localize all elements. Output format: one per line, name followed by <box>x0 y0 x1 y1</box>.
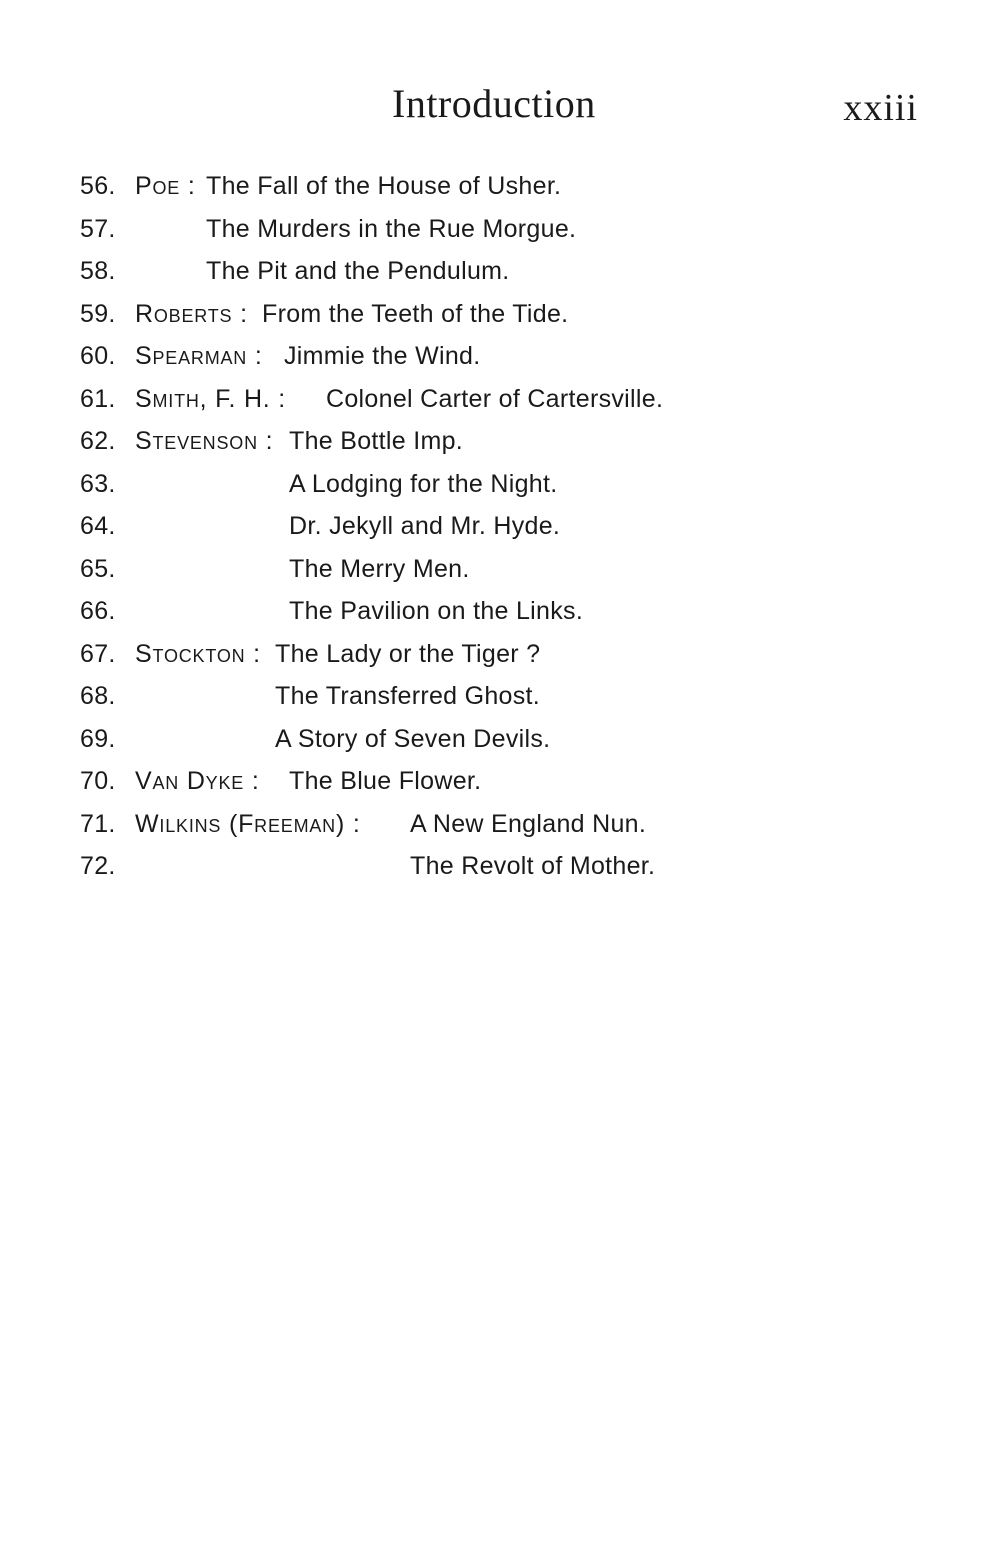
entry-author: Spearman : <box>135 342 263 370</box>
list-item <box>0 505 1000 548</box>
entry-number: 71. <box>80 809 116 838</box>
entry-title: A Lodging for the Night. <box>289 469 558 498</box>
entry-author: Poe : <box>135 172 196 200</box>
story-list <box>0 165 1000 888</box>
entry-title: A Story of Seven Devils. <box>275 724 551 753</box>
list-item <box>0 378 1000 421</box>
entry-title: From the Teeth of the Tide. <box>262 299 569 328</box>
list-item <box>0 718 1000 761</box>
running-head <box>0 80 1000 140</box>
entry-title: The Fall of the House of Usher. <box>206 172 562 200</box>
entry-title: The Pavilion on the Links. <box>289 597 584 625</box>
entry-author: Wilkins (Freeman) : <box>135 809 361 838</box>
entry-author: Roberts : <box>135 299 248 328</box>
list-item <box>0 845 1000 888</box>
list-item <box>0 803 1000 846</box>
entry-title: The Murders in the Rue Morgue. <box>206 214 577 243</box>
list-item <box>0 250 1000 293</box>
list-item <box>0 208 1000 251</box>
entry-author: Van Dyke : <box>135 767 260 795</box>
entry-title: The Pit and the Pendulum. <box>206 257 510 285</box>
entry-title: The Bottle Imp. <box>289 427 464 455</box>
list-item <box>0 548 1000 591</box>
entry-number: 63. <box>80 469 116 498</box>
entry-number: 62. <box>80 427 116 455</box>
entry-title: Colonel Carter of Cartersville. <box>326 384 664 413</box>
entry-author: Stevenson : <box>135 427 274 455</box>
running-head-title: Introduction <box>392 81 596 126</box>
list-item <box>0 293 1000 336</box>
entry-number: 69. <box>80 724 116 753</box>
entry-number: 59. <box>80 299 116 328</box>
entry-number: 64. <box>80 512 116 540</box>
entry-title: The Lady or the Tiger ? <box>275 639 541 668</box>
entry-author: Smith, F. H. : <box>135 384 287 413</box>
entry-number: 61. <box>80 384 116 413</box>
entry-number: 65. <box>80 554 116 583</box>
entry-title: Dr. Jekyll and Mr. Hyde. <box>289 512 561 540</box>
entry-title: The Blue Flower. <box>289 767 482 795</box>
entry-number: 56. <box>80 172 116 200</box>
list-item <box>0 633 1000 676</box>
entry-title: Jimmie the Wind. <box>284 342 481 370</box>
entry-number: 58. <box>80 257 116 285</box>
list-item <box>0 335 1000 378</box>
list-item <box>0 590 1000 633</box>
list-item <box>0 165 1000 208</box>
entry-number: 70. <box>80 767 116 795</box>
list-item <box>0 463 1000 506</box>
list-item <box>0 675 1000 718</box>
list-item <box>0 760 1000 803</box>
entry-title: The Revolt of Mother. <box>410 852 656 880</box>
entry-number: 68. <box>80 682 116 710</box>
entry-title: The Merry Men. <box>289 554 470 583</box>
entry-number: 67. <box>80 639 116 668</box>
entry-number: 57. <box>80 214 116 243</box>
entry-title: A New England Nun. <box>410 809 647 838</box>
entry-number: 60. <box>80 342 116 370</box>
list-item <box>0 420 1000 463</box>
entry-number: 66. <box>80 597 116 625</box>
entry-title: The Transferred Ghost. <box>275 682 541 710</box>
entry-number: 72. <box>80 852 116 880</box>
entry-author: Stockton : <box>135 639 261 668</box>
page-number: xxiii <box>843 87 918 129</box>
